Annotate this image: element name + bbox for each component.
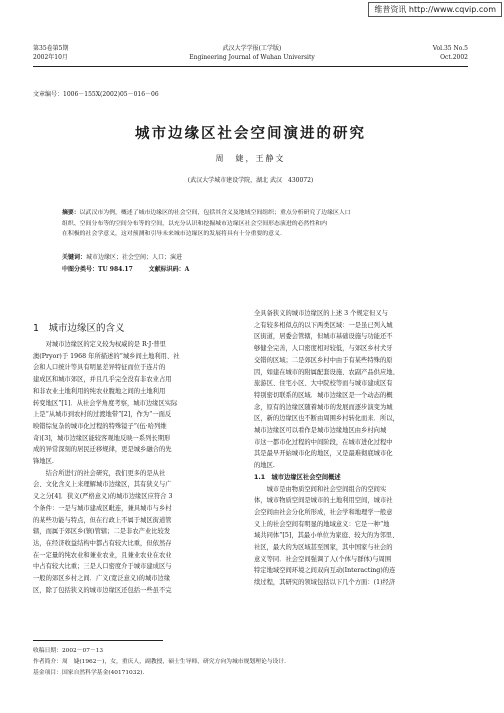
body-line: 会空间由社会分化所形成，社会学和地理学一般意 bbox=[254, 508, 393, 516]
body-line: 区，除了包括狭义的城市边缘区还包括一些虽不完 bbox=[33, 586, 172, 594]
body-line: 中占有较大比重；三是人口密度介于城市建成区与 bbox=[33, 563, 172, 571]
right-column bbox=[254, 308, 469, 589]
body-line: 特定地域空间环境之间双向互动(Interacting)的连 bbox=[254, 567, 396, 575]
body-line: 特别密切联系的区域．城市边缘区是一个动态的概 bbox=[254, 391, 393, 399]
journal-name bbox=[150, 44, 354, 62]
body-line: 和非农业土地利用的纯农业腹地之间的土地利用 bbox=[33, 387, 166, 395]
paper-title: 城市边缘区社会空间演进的研究 bbox=[135, 126, 366, 142]
body-line: 区，新的边缘区也不断由周围乡村转化而来．所以， bbox=[254, 415, 399, 423]
volume-issue: 第35卷第5期 bbox=[33, 45, 69, 52]
body-line: 社区，最大的为区域甚至国家，其中国家与社会的 bbox=[254, 544, 393, 552]
abstract-label: 摘要： bbox=[62, 209, 80, 216]
body-line: 建成区和城市郊区，并且几乎完全没有非农业占用 bbox=[33, 376, 172, 384]
body-line: 锋地区. bbox=[33, 458, 54, 466]
body-line: 旅游区、住宅小区、大中院校等而与城市建成区有 bbox=[254, 380, 393, 388]
body-line: 转变地区”[1]．从社会学角度考察，城市边缘区实际 bbox=[33, 399, 178, 407]
journal-name-cn: 武汉大学学报(工学版) bbox=[222, 45, 282, 52]
abstract bbox=[62, 208, 440, 240]
body-line: 个条件：一是与城市建成区毗连，兼具城市与乡村 bbox=[33, 504, 172, 512]
body-line: 义之分[4]．狭义(严格意义)的城市边缘区应符合 3 bbox=[33, 493, 173, 501]
body-line: 上是“从城市到农村的过渡地带”[2]，作为“一面反 bbox=[33, 411, 172, 419]
body-line: 意义等同．社会空间强调了人(个体与群体)与周围 bbox=[254, 555, 392, 563]
body-line: 结合所进行的社会研究，我们更多的是从社 bbox=[33, 469, 166, 477]
journal-name-en: Engineering Journal of Wuhan University bbox=[189, 54, 315, 61]
keywords-label: 关键词： bbox=[62, 254, 87, 261]
body-line: 义上的社会空间有明显的地域意义：它是一种“地 bbox=[254, 520, 390, 528]
issue-date: 2002年10月 bbox=[33, 54, 68, 61]
journal-volume-info bbox=[33, 44, 68, 62]
body-line: 之有较多相似点的以下两类区域：一是虽已列入城 bbox=[254, 321, 393, 329]
body-line: 澳(Pryor)于 1968 年所描述的“城乡间土地利用、社 bbox=[33, 352, 180, 360]
document-code: 文献标识码：A bbox=[148, 266, 190, 273]
body-line: 城市是由物质空间和社会空间组合的空间实 bbox=[254, 485, 387, 493]
header-rule bbox=[33, 66, 468, 67]
body-line: 区街道，居委会管辖，但城市基础设施与功能还不 bbox=[254, 333, 393, 341]
article-number: 文章编号：1006－155X(2002)05－016－06 bbox=[33, 91, 159, 98]
body-line: 续过程，其研究的领域包括以下几个方面：(1)经济 bbox=[254, 579, 396, 587]
footnote-rule bbox=[33, 640, 163, 641]
body-line: 体，城市物质空间是城市的土地利用空间，城市社 bbox=[254, 497, 393, 505]
body-line: 映错综复杂的城市化过程的特殊镜子”(伍·哈列维 bbox=[33, 422, 167, 430]
authors: 周 婕，王静文 bbox=[215, 154, 286, 163]
affiliation: (武汉大学城市建设学院，湖北 武汉 430072) bbox=[187, 177, 314, 184]
abstract-text: 以武汉市为例，概述了城市边缘区的社会空间，包括其含义及地域空间组织；重点分析研究了边缘区人口 bbox=[79, 210, 351, 216]
body-line: 奇)[3]，城市边缘区能较客观地反映一系列长期形 bbox=[33, 434, 171, 442]
body-line: 成的异常深刻的居民迁移规律，更是城乡融合的先 bbox=[33, 446, 172, 454]
volume-issue-en: Vol.35 No.5 bbox=[432, 45, 468, 52]
watermark-banner: 维普资讯 http://www.cqvip.com bbox=[368, 2, 502, 17]
body-line: 够健全完善，人口密度相对较低，与郊区乡村犬牙 bbox=[254, 345, 393, 353]
clc-number: 中图分类号：TU 984.17 bbox=[62, 266, 133, 273]
body-line: 会和人口统计等具有明显差异特征而位于连片的 bbox=[33, 364, 166, 372]
body-line: 的某些功能与特点，但在行政上不属于城区街道管 bbox=[33, 516, 172, 524]
body-line: 辖，而属于郊区乡(镇)管辖；二是非农产业比较发 bbox=[33, 528, 171, 536]
body-line: 一般的郊区乡村之间．广义(宽泛意义)的城市边缘 bbox=[33, 575, 171, 583]
body-line: 对城市边缘区的定义较为权威的是 R·J·普里 bbox=[33, 341, 166, 348]
journal-volume-info-en bbox=[433, 44, 468, 62]
body-line: 市这一都市化过程的中间阶段，在城市进化过程中 bbox=[254, 438, 393, 446]
footnote bbox=[33, 646, 286, 679]
body-line: 念，原有的边缘区随着城市的发展而逐步演变为城 bbox=[254, 403, 393, 411]
body-line: 交错的区域；二是郊区乡村中由于有某些特殊的原 bbox=[254, 356, 393, 364]
body-line: 因，如建在城市的附属配套设施、农副产品供应地、 bbox=[254, 368, 399, 376]
body-line: 域共同体”[5]，其最小单位为家庭、较大的为邻里、 bbox=[254, 532, 399, 540]
body-line: 城市边缘区可以看作是城市边缘地区由乡村向城 bbox=[254, 427, 387, 435]
left-column bbox=[33, 322, 248, 596]
subsection-heading-1-1: 1.1 城市边缘区社会空间概述 bbox=[254, 473, 341, 481]
section-heading-1: 1 城市边缘区的含义 bbox=[33, 323, 125, 334]
body-line: 在一定量的纯农业和兼业农业，且兼业农业在农业 bbox=[33, 551, 172, 559]
keywords-text: 城市边缘区；社会空间；人口；演进 bbox=[86, 254, 183, 261]
received-date: 收稿日期：2002－07－13 bbox=[33, 648, 104, 654]
abstract-line: 组织、空间分布等的空间分布等的空间，以充分认识和挖掘城市边缘区社会空间形态演进的必然性和内 bbox=[62, 220, 328, 227]
body-line: 的地区. bbox=[254, 462, 275, 470]
abstract-line: 在积极的社会学意义，这对预测和引导未来城市边缘区的发展将具有十分重要的意义. bbox=[62, 231, 282, 237]
body-line: 全具备狭义的城市边缘区的上述 3 个规定但又与 bbox=[254, 310, 388, 317]
funding: 基金项目：国家自然科学基金(40171032). bbox=[33, 670, 145, 676]
author-bio: 作者简介：周 婕(1962－)，女，重庆人，副教授，硕士生导师，研究方向为城市规划理论与设计. bbox=[33, 659, 286, 665]
body-line: 其是最早开始城市化的地区，又是最难彻底城市化 bbox=[254, 450, 393, 458]
keywords bbox=[62, 252, 182, 261]
issue-date-en: Oct.2002 bbox=[440, 54, 468, 61]
body-line: 达，在经济收益结构中都占有较大比重，但依然存 bbox=[33, 539, 172, 547]
classification-row bbox=[62, 264, 203, 273]
abstract-line bbox=[62, 208, 440, 219]
body-line: 会、文化含义上来理解城市边缘区，其有狭义与广 bbox=[33, 481, 172, 489]
